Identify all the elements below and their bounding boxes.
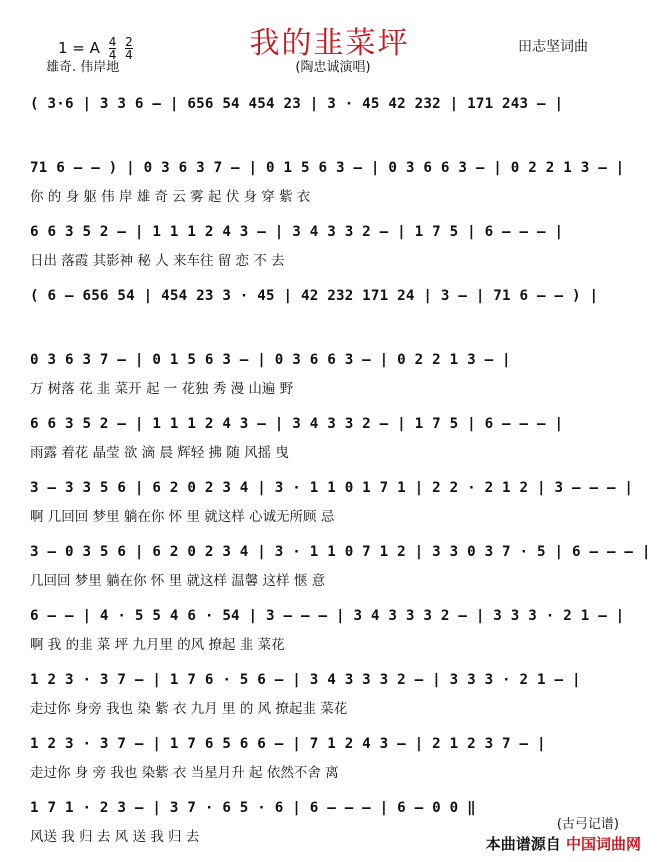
notation-line: 6 6 3 5 2 – | 1 1 1 2 4 3 – | 3 4 3 3 2 – | 1 7 5 | 6 – – – | — [30, 224, 564, 240]
lyrics-line: 啊 我 的韭 菜 坪 九月里 的风 撩起 韭 菜花 — [30, 637, 285, 653]
lyrics-line: 风送 我 归 去 风 送 我 归 去 — [30, 829, 200, 845]
notation-line: 6 – – | 4 · 5 5 4 6 · 54 | 3 – – – | 3 4 3 3 3 2 – | 3 3 3 · 2 1 – | — [30, 608, 625, 624]
source-footer — [486, 833, 641, 854]
lyrics-line: 你 的 身 躯 伟 岸 雄 奇 云 雾 起 伏 身 穿 紫 衣 — [30, 189, 311, 205]
site-name-link[interactable]: 中国词曲网 — [565, 835, 641, 853]
lyrics-line: 几回回 梦里 躺在你 怀 里 就这样 温馨 这样 惬 意 — [30, 573, 326, 589]
notation-line: 6 6 3 5 2 – | 1 1 1 2 4 3 – | 3 4 3 3 2 – | 1 7 5 | 6 – – – | — [30, 416, 564, 432]
meter-a-bottom: 4 — [108, 48, 117, 62]
lyrics-line: 日出 落霞 其影神 秘 人 来车往 留 恋 不 去 — [30, 253, 285, 269]
composer-credit: 田志坚词曲 — [518, 39, 588, 55]
transcriber-credit: (古弓记谱) — [556, 817, 619, 832]
meter-b-bottom: 4 — [125, 48, 133, 62]
lyrics-line: 走过你 身旁 我也 染 紫 衣 九月 里 的 风 撩起韭 菜花 — [30, 701, 348, 717]
lyrics-line: 啊 几回回 梦里 躺在你 怀 里 就这样 心诚无所顾 忌 — [30, 509, 335, 525]
notation-line: ( 6 – 656 54 | 454 23 3 · 45 | 42 232 171 24 | 3 – | 71 6 – – ) | — [30, 288, 599, 304]
key-text: 1 = A — [58, 39, 100, 57]
song-title: 我的韭菜坪 — [249, 26, 410, 61]
notation-line: 71 6 – – ) | 0 3 6 3 7 – | 0 1 5 6 3 – | 0 3 6 6 3 – | 0 2 2 1 3 – | — [30, 160, 625, 176]
lyrics-line: 走过你 身 旁 我也 染紫 衣 当星月升 起 依然不舍 离 — [30, 765, 339, 781]
source-label: 本曲谱源自 — [485, 835, 561, 853]
singer-credit: (陶忠诚演唱) — [295, 60, 371, 75]
lyrics-line: 万 树落 花 韭 菜开 起 一 花独 秀 漫 山遍 野 — [30, 381, 294, 397]
meter-b-top: 2 — [125, 35, 133, 49]
meter-a-top: 4 — [108, 35, 117, 49]
notation-line: 3 – 0 3 5 6 | 6 2 0 2 3 4 | 3 · 1 1 0 7 1 2 | 3 3 0 3 7 · 5 | 6 – – – | — [30, 544, 651, 560]
notation-line: 3 – 3 3 5 6 | 6 2 0 2 3 4 | 3 · 1 1 0 1 7 1 | 2 2 · 2 1 2 | 3 – – – | — [30, 480, 634, 496]
notation-line: ( 3·6 | 3 3 6 – | 656 54 454 23 | 3 · 45 42 232 | 171 243 – | — [30, 96, 564, 112]
notation-line: 1 7 1 · 2 3 – | 3 7 · 6 5 · 6 | 6 – – – | 6 – 0 0 ‖ — [30, 800, 476, 816]
notation-line: 1 2 3 · 3 7 – | 1 7 6 · 5 6 – | 3 4 3 3 3 2 – | 3 3 3 · 2 1 – | — [30, 672, 581, 688]
notation-line: 0 3 6 3 7 – | 0 1 5 6 3 – | 0 3 6 6 3 – | 0 2 2 1 3 – | — [30, 352, 511, 368]
lyrics-line: 雨露 着花 晶莹 欲 滴 晨 辉轻 拂 随 风摇 曳 — [30, 445, 289, 461]
expression-mark: 雄奇. 伟岸地 — [46, 60, 120, 75]
notation-line: 1 2 3 · 3 7 – | 1 7 6 5 6 6 – | 7 1 2 4 3 – | 2 1 2 3 7 – | — [30, 736, 546, 752]
